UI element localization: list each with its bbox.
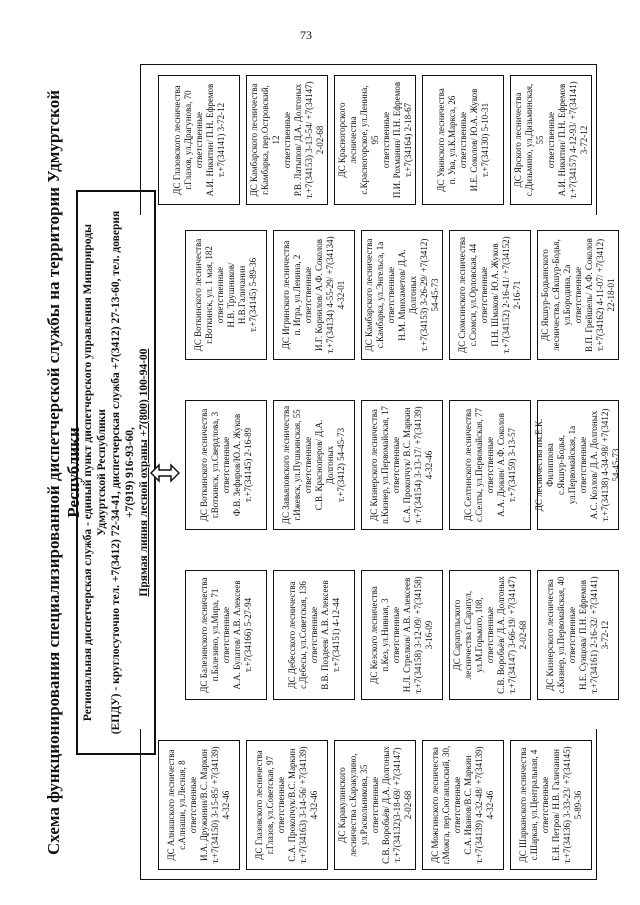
dispatch-addr: п.Кизнер, ул.Первомайская, 17 <box>380 406 390 524</box>
dispatch-phone: т.+7(34150) 3-15-85/ +7(34139) 4-32-46 <box>210 746 231 864</box>
dispatch-person: Н.Л. Стрелков/ А.В. Алексеев <box>402 577 412 693</box>
dispatch-person: И.Г. Корнилов/ А.Ф. Соколов <box>314 238 324 352</box>
dispatch-phone: т.+7(34153) 3-13-54/ +7(34147) 2-02-68 <box>303 81 325 199</box>
dispatch-service-box <box>185 400 267 530</box>
dispatch-person: А.И. Никитин/ П.Н. Ефремов <box>556 83 567 197</box>
dispatch-phone: т.+7(34158) 3-12-09/ +7(34158) 3-16-09 <box>413 576 434 694</box>
dispatch-role: ответственные <box>484 436 495 494</box>
dispatch-name: ДС Завьяловского лесничества <box>281 405 291 525</box>
dispatch-person: С.А. Прокопчук/В.С. Маркин <box>287 748 297 862</box>
dispatch-addr: ул.М.Горького, 108, <box>473 597 484 673</box>
dispatch-addr: г.Можга, пер.Сюгаильский, 30, <box>441 745 451 865</box>
dispatch-phone: т.+7(34157) 4-12-93/ +7(34141) 3-72-12 <box>567 81 589 199</box>
dispatch-name: ДС Глазовского лесничества <box>171 85 182 195</box>
dispatch-person: А.И. Никитин/ П.Н. Ефремов <box>204 83 215 197</box>
dispatch-person: Н.В. Трушников/ Н.В.Галичанин <box>226 262 247 328</box>
dispatch-name: ДС Якшур-Бодьинского лесничества, с.Якшур-Бодья, <box>539 239 561 351</box>
dispatch-person: С.А. Иванов/В.С. Маркин <box>463 755 473 855</box>
hq-hotline: Прямая линия лесной охраны +7(800) 100-94-00 <box>138 348 150 597</box>
dispatch-phone: т.+7(34130) 5-10-31 <box>479 102 490 178</box>
dispatch-person: Н.Е. Сунцова/ П.Н. Ефремов <box>578 579 588 691</box>
dispatch-phone: т.+7(34136) 3-33-23/ +7(34145) 5-89-36 <box>562 746 583 864</box>
dispatch-addr: с.Селты, ул.Первомайская, 77 <box>473 408 484 522</box>
dispatch-addr: с.Красногорское, ул.Ленина, 95 <box>358 85 380 195</box>
dispatch-person: Е.Н. Петров/ Н.В. Галичанин <box>551 749 561 861</box>
dispatch-addr: г.Камбарка, пер.Островский, 12 <box>259 85 281 195</box>
dispatch-role: ответственные <box>281 111 292 169</box>
dispatch-role: ответственные <box>572 266 583 324</box>
dispatch-service-box <box>361 400 443 530</box>
dispatch-phone: т.+7(34138) 4-34-98/ +7(3412) 54-45-73 <box>600 408 621 522</box>
dispatch-name: ДС лесничества им.Е.К. Филиппова <box>534 418 555 512</box>
dispatch-name: ДС Камбарского лесничества <box>363 238 374 352</box>
dispatch-role: ответственные <box>578 436 588 494</box>
dispatch-service-box <box>185 570 267 700</box>
dispatch-role: ответственные <box>380 111 391 169</box>
dispatch-addr: с.Дебесы, ул.Советская, 136 <box>297 581 308 689</box>
dispatch-service-box <box>534 400 621 530</box>
dispatch-column <box>185 570 619 700</box>
dispatch-role: ответственные <box>391 436 401 494</box>
rotated-page-area <box>40 60 621 885</box>
dispatch-column <box>185 400 619 530</box>
dispatch-person: А.С. Козлов/ Д.А. Долгоных <box>589 410 599 520</box>
dispatch-person: С.В. Красноперов/ Д.А. Долгоных <box>314 419 335 511</box>
diagram-canvas <box>40 60 621 885</box>
double-arrow-icon <box>150 461 180 485</box>
dispatch-service-box <box>422 740 504 870</box>
dispatch-addr: с.Шаркан, ул.Центральная, 4 <box>529 749 539 861</box>
dispatch-service-box <box>361 570 443 700</box>
dispatch-role: ответственные <box>540 776 550 834</box>
dispatch-name: ДС Ярского лесничества <box>512 92 523 188</box>
dispatch-person: С.А. Прокопчук/ В.С. Маркин <box>402 407 412 523</box>
dispatch-service-box <box>449 400 531 530</box>
dispatch-name: ДС Дебесского лесничества <box>286 581 297 689</box>
dispatch-service-box <box>185 230 267 360</box>
dispatch-person: В.В. Поздеев/ А.В. Алексеев <box>319 580 330 690</box>
dispatch-addr: п. Ува, ул.К.Маркса, 26 <box>446 95 457 185</box>
dispatch-phone: т.+7(34147) 3-66-19/ +7(34147) 2-02-68 <box>506 576 528 694</box>
dispatch-addr: п.Кез, ул.Нивная, 3 <box>380 598 390 672</box>
dispatch-service-box <box>158 75 240 205</box>
dispatch-addr: г.Ижевск, ул.Пушкинская, 55 <box>292 409 302 521</box>
dispatch-name: ДС Воткинского лесничества <box>193 238 203 352</box>
dispatch-service-box <box>273 230 355 360</box>
dispatch-phone: т.+7(34162) 4-11-07/ +7(3412) 22-18-01 <box>594 238 616 352</box>
dispatch-name: ДС Можгинского лесничества <box>430 747 440 863</box>
dispatch-name: ДС Шарканского лесничества <box>518 747 528 863</box>
dispatch-person: Р.В. Латыпов/ Д.А. Долгоных <box>292 83 303 197</box>
diagram-title: Схема функционирования специализированной диспетчерской службы на территории Удмуртской Республики <box>44 89 83 856</box>
dispatch-name: ДС Алнашского лесничества <box>166 749 176 861</box>
dispatch-addr: г.Глазов, ул.Советская, 97 <box>265 755 275 855</box>
dispatch-phone: т.+7(34151) 4-12-44 <box>330 597 341 673</box>
dispatch-person: С.В. Воробьёв/ Д.А. Долгоных <box>380 746 391 864</box>
dispatch-role: ответственные <box>391 606 401 664</box>
dispatch-phone: т.+7(34141) 3-72-12 <box>215 102 226 178</box>
dispatch-service-box <box>510 75 592 205</box>
dispatch-role: ответственные <box>303 436 313 494</box>
dispatch-phone: т.+7(3412) 54-45-73 <box>336 427 346 503</box>
dispatch-addr: с.Кизнер, ул.Первомайская, 40 <box>556 576 566 694</box>
dispatch-role: ответственные <box>188 776 198 834</box>
dispatch-person: П.Н. Шмаков/ Ю.А. Жуков <box>490 243 500 347</box>
dispatch-role: ответственные <box>369 776 380 834</box>
dispatch-addr: с.Дизьмино, ул.Дизьминская, 55 <box>523 83 545 197</box>
dispatch-phone: т.+7(34134) 4-55-29/ +7(34134) 4-32-01 <box>325 236 346 354</box>
dispatch-column <box>185 230 619 360</box>
dispatch-phone: т.+7(34163) 3-14-56/ +7(34139) 4-32-46 <box>298 746 319 864</box>
dispatch-addr: с.Камбарка, ул.Энгельса, 1а <box>374 241 385 349</box>
dispatch-service-box <box>422 75 504 205</box>
dispatch-column <box>158 740 592 870</box>
dispatch-addr: с.Сюмси, ул.Орловская, 44 <box>468 243 478 347</box>
dispatch-role: ответственные <box>457 111 468 169</box>
dispatch-phone: т.+7(34154) 3-13-17/ +7(34139) 4-32-46 <box>413 406 434 524</box>
dispatch-service-box <box>246 740 328 870</box>
dispatch-service-box <box>334 75 416 205</box>
dispatch-addr: п.Балезино, ул.Мира, 71 <box>209 588 220 682</box>
dispatch-name: ДС Кезского лесничества <box>369 586 379 684</box>
dispatch-service-box <box>537 230 619 360</box>
dispatch-addr: п. Игра, ул.Ленина, 2 <box>292 254 302 336</box>
dispatch-phone: т.+7(34161) 2-16-32/ +7(34141) 3-72-12 <box>589 576 610 694</box>
dispatch-phone: т.+7(34164) 2-18-67 <box>402 102 413 178</box>
dispatch-role: ответственные <box>479 266 489 324</box>
dispatch-column <box>158 75 592 205</box>
dispatch-role: ответственные <box>484 606 495 664</box>
dispatch-service-box <box>449 570 531 700</box>
dispatch-role: ответственные <box>545 111 556 169</box>
dispatch-name: ДС Сюмсинского лесничества <box>457 236 467 354</box>
dispatch-name: ДС Кизнерского лесничества <box>369 409 379 521</box>
dispatch-phone: т.+7(34166) 5-27-94 <box>242 597 253 673</box>
dispatch-phone: т.+7(34153) 3-26-29/ +7(3412) 54-45-73 <box>418 238 440 352</box>
dispatch-addr: с.Якшур-Бодья, ул.Первомайская, 1а <box>556 425 577 505</box>
dispatch-addr: с.Алнаши, ул.Лесная, 8 <box>177 760 187 850</box>
hq-line-1: Региональная диспетчерская служба - единый пункт диспетчерского управления Минприроды Удмуртской Республики <box>82 223 108 722</box>
dispatch-name: ДС Камбарского лесничества <box>248 83 259 197</box>
dispatch-person: И.Е. Соколов/ Ю.А. Жуков <box>468 88 479 192</box>
dispatch-role: ответственные <box>220 436 231 494</box>
dispatch-service-box <box>334 740 416 870</box>
dispatch-person: Ф.В. Зефиров/Ю.А. Жуков <box>231 413 242 517</box>
dispatch-name: ДС Глазовского лесничества <box>254 750 264 860</box>
dispatch-phone: т.+7(34159) 3-13-57 <box>506 427 517 503</box>
dispatch-addr: г.Воткинск, ул.Свердлова, 3 <box>209 411 220 519</box>
dispatch-name: ДС Воткинского лесничества <box>198 408 209 522</box>
dispatch-phone: т.+7(34139) 4-32-48/ +7(34139) 4-32-46 <box>474 746 495 864</box>
hq-line-2: (ЕПДУ) - круглосуточно тел. +7(3412) 72-34-41, диспетчерская служба +7(3412) 27-13-60, тел. доверия +7(919) 916-93-60, <box>110 210 136 735</box>
dispatch-role: ответственные <box>276 776 286 834</box>
dispatch-name: ДС Каракулинского лесничества с.Каракулино, <box>336 753 358 857</box>
dispatch-role: ответственные <box>303 266 313 324</box>
dispatch-role: ответственные <box>567 606 577 664</box>
headquarters-box <box>76 190 156 755</box>
dispatch-phone: т.+7(34145) 5-89-36 <box>248 257 258 333</box>
dispatch-name: ДС Красногорского лесничества <box>336 102 358 178</box>
dispatch-service-box <box>273 400 355 530</box>
dispatch-service-box <box>510 740 592 870</box>
dispatch-role: ответственные <box>215 266 225 324</box>
dispatch-person: В.П. Грейшель/ А.Ф. Соколов <box>583 238 594 352</box>
dispatch-name: ДС Селтинского лесничества <box>462 408 473 522</box>
dispatch-role: ответственные <box>193 111 204 169</box>
dispatch-person: Н.М. Минхаметов/ Д.А. Долгоных <box>396 249 418 341</box>
dispatch-addr: ул.Бородина, 2а <box>561 264 572 326</box>
dispatch-addr: ул.Раскольникова, 35 <box>358 764 369 846</box>
dispatch-addr: г.Глазов, ул.Драгунова, 70 <box>182 90 193 190</box>
dispatch-service-box <box>246 75 328 205</box>
dispatch-service-box <box>449 230 531 360</box>
dispatch-person: И.А. Дружинин/В.С. Маркин <box>199 749 209 861</box>
dispatch-name: ДС Сарапульского лесничества г.Сарапул, <box>451 590 473 680</box>
dispatch-phone: т.+7(34132)3-18-69/ +7(34147) 2-02-68 <box>391 747 413 863</box>
dispatch-person: С.В. Воробьёв/ Д.А. Долгоных <box>495 576 506 694</box>
dispatch-name: ДС Игринского лесничества <box>281 240 291 350</box>
dispatch-name: ДС Увинского лесничества <box>435 88 446 192</box>
dispatch-name: ДС Балезинского лесничества <box>198 577 209 693</box>
page-number: 73 <box>300 28 312 42</box>
dispatch-addr: г.Воткинск, ул. 1 мая, 182 <box>204 246 214 344</box>
dispatch-role: ответственные <box>452 776 462 834</box>
dispatch-service-box <box>158 740 240 870</box>
dispatch-service-box <box>537 570 619 700</box>
dispatch-name: ДС Кизнерского лесничества <box>545 579 555 691</box>
dispatch-person: А.А. Дюкин/ А.Ф. Соколов <box>495 413 506 517</box>
dispatch-service-box <box>273 570 355 700</box>
dispatch-phone: т.+7(34145) 2-16-89 <box>242 427 253 503</box>
dispatch-role: ответственные <box>385 266 396 324</box>
dispatch-role: ответственные <box>220 606 231 664</box>
dispatch-service-box <box>361 230 443 360</box>
dispatch-person: П.И. Рохманин/ П.Н. Ефремов <box>391 81 402 199</box>
dispatch-phone: т.+7(34152) 2-16-41/ +7(34152) 2-16-71 <box>501 236 522 354</box>
dispatch-role: ответственные <box>308 606 319 664</box>
dispatch-person: А.А. Булатов/ А.В. Алексеев <box>231 580 242 690</box>
